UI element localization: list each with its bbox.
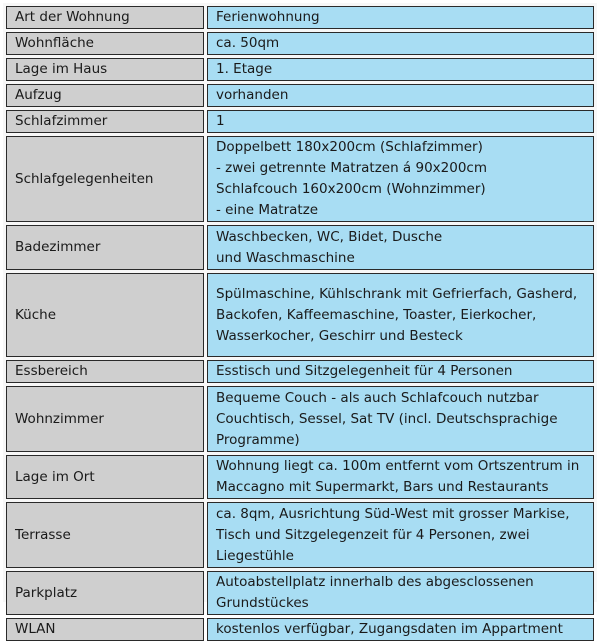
row-value [207, 360, 594, 383]
value-line: vorhanden [216, 87, 289, 103]
table-row [6, 136, 594, 222]
row-value [207, 58, 594, 81]
row-label: Essbereich [6, 360, 204, 383]
value-line: Couchtisch, Sessel, Sat TV (incl. Deutschsprachige [216, 410, 558, 427]
value-line: Grundstückes [216, 595, 309, 611]
value-line: Spülmaschine, Kühlschrank mit Gefrierfach, Gasherd, [216, 285, 578, 302]
row-label: Schlafzimmer [6, 110, 204, 133]
table-row [6, 386, 594, 452]
value-line: Esstisch und Sitzgelegenheit für 4 Personen [216, 363, 513, 379]
row-label: Schlafgelegenheiten [6, 136, 204, 222]
row-value [207, 225, 594, 270]
value-line: und Waschmaschine [216, 250, 355, 266]
row-label: Badezimmer [6, 225, 204, 270]
value-line: Wasserkocher, Geschirr und Besteck [216, 327, 463, 344]
value-line: Wohnung liegt ca. 100m entfernt vom Ortszentrum in [216, 458, 580, 474]
table-row [6, 32, 594, 55]
value-line: Liegestühle [216, 547, 294, 564]
table-row [6, 84, 594, 107]
row-label: Parkplatz [6, 571, 204, 615]
row-value [207, 84, 594, 107]
row-label: Wohnzimmer [6, 386, 204, 452]
table-row [6, 360, 594, 383]
row-value [207, 455, 594, 499]
table-row [6, 225, 594, 270]
table-row [6, 110, 594, 133]
row-value [207, 571, 594, 615]
row-label: Art der Wohnung [6, 6, 204, 29]
value-line: Ferienwohnung [216, 9, 320, 25]
table-row [6, 58, 594, 81]
value-line: Programme) [216, 431, 300, 448]
apartment-details-table [3, 3, 597, 644]
row-value [207, 136, 594, 222]
value-line: 1. Etage [216, 61, 273, 77]
value-line: Waschbecken, WC, Bidet, Dusche [216, 229, 443, 245]
table-row [6, 455, 594, 499]
value-line: - zwei getrennte Matratzen á 90x200cm [216, 160, 488, 176]
row-value [207, 618, 594, 641]
row-label: WLAN [6, 618, 204, 641]
value-line: Bequeme Couch - als auch Schlafcouch nutzbar [216, 389, 539, 406]
apartment-details-panel [3, 3, 597, 637]
value-line: Backofen, Kaffeemaschine, Toaster, Eierkocher, [216, 306, 537, 323]
value-line: kostenlos verfügbar, Zugangsdaten im Appartment [216, 621, 563, 637]
value-line: - eine Matratze [216, 202, 319, 218]
row-label: Lage im Haus [6, 58, 204, 81]
row-value [207, 502, 594, 568]
value-line: Doppelbett 180x200cm (Schlafzimmer) [216, 139, 483, 155]
row-value [207, 32, 594, 55]
row-value [207, 110, 594, 133]
table-row [6, 618, 594, 641]
table-row [6, 6, 594, 29]
row-label: Wohnfläche [6, 32, 204, 55]
row-value [207, 386, 594, 452]
value-line: ca. 8qm, Ausrichtung Süd-West mit grosser Markise, [216, 505, 570, 522]
value-line: ca. 50qm [216, 35, 280, 51]
row-label: Lage im Ort [6, 455, 204, 499]
value-line: Tisch und Sitzgelegenzeit für 4 Personen, zwei [216, 526, 530, 543]
row-label: Küche [6, 273, 204, 357]
row-value [207, 273, 594, 357]
value-line: Schlafcouch 160x200cm (Wohnzimmer) [216, 181, 486, 197]
table-row [6, 273, 594, 357]
value-line: 1 [216, 113, 225, 129]
row-label: Terrasse [6, 502, 204, 568]
row-label: Aufzug [6, 84, 204, 107]
value-line: Maccagno mit Supermarkt, Bars und Restaurants [216, 479, 549, 495]
row-value [207, 6, 594, 29]
value-line: Autoabstellplatz innerhalb des abgesclossenen [216, 574, 534, 590]
table-row [6, 502, 594, 568]
table-row [6, 571, 594, 615]
